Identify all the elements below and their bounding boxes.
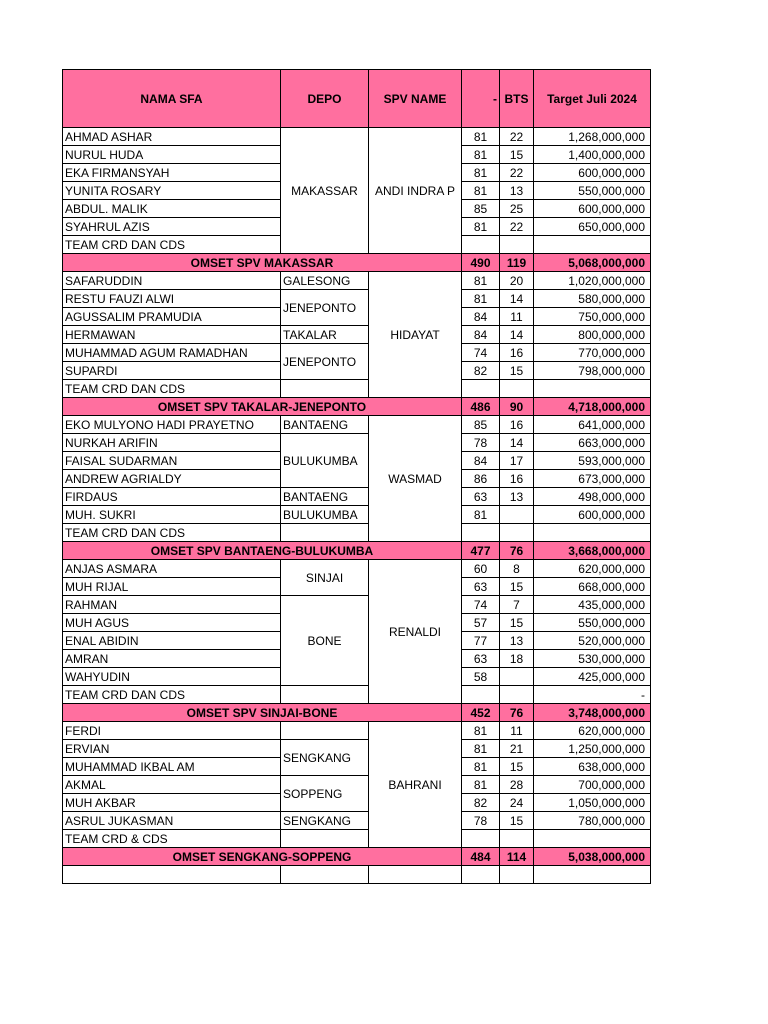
cell-bts[interactable]: 21: [500, 740, 534, 758]
cell-total-value[interactable]: 484: [462, 848, 500, 866]
cell-value[interactable]: [462, 524, 500, 542]
header-bts[interactable]: BTS: [500, 70, 534, 128]
cell-target[interactable]: 620,000,000: [534, 560, 651, 578]
cell-bts[interactable]: 14: [500, 290, 534, 308]
cell-bts[interactable]: 15: [500, 614, 534, 632]
cell-nama-sfa[interactable]: ENAL ABIDIN: [63, 632, 281, 650]
cell-depo[interactable]: BULUKUMBA: [281, 434, 369, 488]
cell-nama-sfa[interactable]: NURUL HUDA: [63, 146, 281, 164]
cell-bts[interactable]: [500, 236, 534, 254]
header-dash[interactable]: -: [462, 70, 500, 128]
cell-value[interactable]: 81: [462, 146, 500, 164]
cell-bts[interactable]: 24: [500, 794, 534, 812]
cell-value[interactable]: 81: [462, 506, 500, 524]
cell-value[interactable]: 74: [462, 344, 500, 362]
header-target[interactable]: Target Juli 2024: [534, 70, 651, 128]
cell-total-label[interactable]: OMSET SPV TAKALAR-JENEPONTO: [63, 398, 462, 416]
cell-bts[interactable]: 7: [500, 596, 534, 614]
cell-nama-sfa[interactable]: MUHAMMAD AGUM RAMADHAN: [63, 344, 281, 362]
cell-nama-sfa[interactable]: TEAM CRD DAN CDS: [63, 524, 281, 542]
cell-value[interactable]: 77: [462, 632, 500, 650]
table-row: [63, 488, 651, 506]
cell-spv-name[interactable]: BAHRANI: [369, 722, 462, 848]
cell-target[interactable]: 650,000,000: [534, 218, 651, 236]
cell-total-label[interactable]: OMSET SPV MAKASSAR: [63, 254, 462, 272]
cell-bts[interactable]: 17: [500, 452, 534, 470]
cell-spv-name[interactable]: RENALDI: [369, 560, 462, 704]
cell-bts[interactable]: 22: [500, 218, 534, 236]
cell-target[interactable]: 600,000,000: [534, 164, 651, 182]
cell-value[interactable]: [462, 380, 500, 398]
cell-depo[interactable]: BANTAENG: [281, 488, 369, 506]
cell-nama-sfa[interactable]: ABDUL. MALIK: [63, 200, 281, 218]
cell-target[interactable]: [534, 830, 651, 848]
cell-target[interactable]: 798,000,000: [534, 362, 651, 380]
cell-target[interactable]: 750,000,000: [534, 308, 651, 326]
cell-target[interactable]: -: [534, 686, 651, 704]
cell-target[interactable]: [534, 380, 651, 398]
cell-value[interactable]: 81: [462, 776, 500, 794]
cell-nama-sfa[interactable]: EKO MULYONO HADI PRAYETNO: [63, 416, 281, 434]
cell-nama-sfa[interactable]: FIRDAUS: [63, 488, 281, 506]
cell-target[interactable]: 435,000,000: [534, 596, 651, 614]
cell-depo[interactable]: [281, 380, 369, 398]
cell-target[interactable]: 700,000,000: [534, 776, 651, 794]
empty-cell[interactable]: [63, 866, 281, 884]
cell-nama-sfa[interactable]: MUH RIJAL: [63, 578, 281, 596]
cell-total-bts[interactable]: 76: [500, 704, 534, 722]
cell-bts[interactable]: 28: [500, 776, 534, 794]
total-row: [63, 254, 651, 272]
cell-target[interactable]: 1,250,000,000: [534, 740, 651, 758]
cell-nama-sfa[interactable]: AGUSSALIM PRAMUDIA: [63, 308, 281, 326]
cell-nama-sfa[interactable]: EKA FIRMANSYAH: [63, 164, 281, 182]
cell-value[interactable]: 81: [462, 218, 500, 236]
cell-nama-sfa[interactable]: ANJAS ASMARA: [63, 560, 281, 578]
cell-target[interactable]: 770,000,000: [534, 344, 651, 362]
cell-value[interactable]: 84: [462, 452, 500, 470]
cell-bts[interactable]: 14: [500, 434, 534, 452]
cell-total-target[interactable]: 5,068,000,000: [534, 254, 651, 272]
table-row: [63, 524, 651, 542]
cell-total-label[interactable]: OMSET SENGKANG-SOPPENG: [63, 848, 462, 866]
cell-value[interactable]: 63: [462, 488, 500, 506]
table-row: [63, 776, 651, 794]
cell-value[interactable]: [462, 236, 500, 254]
header-spv-name[interactable]: SPV NAME: [369, 70, 462, 128]
cell-value[interactable]: 81: [462, 272, 500, 290]
cell-target[interactable]: 620,000,000: [534, 722, 651, 740]
cell-bts[interactable]: 20: [500, 272, 534, 290]
cell-nama-sfa[interactable]: AKMAL: [63, 776, 281, 794]
cell-target[interactable]: 1,020,000,000: [534, 272, 651, 290]
table-row: [63, 128, 651, 146]
cell-value[interactable]: [462, 686, 500, 704]
table-row: [63, 560, 651, 578]
cell-nama-sfa[interactable]: SYAHRUL AZIS: [63, 218, 281, 236]
cell-bts[interactable]: [500, 830, 534, 848]
cell-nama-sfa[interactable]: MUHAMMAD IKBAL AM: [63, 758, 281, 776]
cell-nama-sfa[interactable]: FAISAL SUDARMAN: [63, 452, 281, 470]
cell-nama-sfa[interactable]: RAHMAN: [63, 596, 281, 614]
cell-bts[interactable]: 22: [500, 164, 534, 182]
cell-total-value[interactable]: 452: [462, 704, 500, 722]
cell-target[interactable]: 580,000,000: [534, 290, 651, 308]
cell-nama-sfa[interactable]: SUPARDI: [63, 362, 281, 380]
cell-value[interactable]: 58: [462, 668, 500, 686]
cell-target[interactable]: 550,000,000: [534, 182, 651, 200]
table-row: [63, 596, 651, 614]
cell-bts[interactable]: 16: [500, 344, 534, 362]
cell-bts[interactable]: [500, 506, 534, 524]
cell-target[interactable]: 641,000,000: [534, 416, 651, 434]
cell-total-target[interactable]: 5,038,000,000: [534, 848, 651, 866]
table-row: [63, 830, 651, 848]
table-row: [63, 326, 651, 344]
cell-target[interactable]: [534, 236, 651, 254]
cell-nama-sfa[interactable]: TEAM CRD & CDS: [63, 830, 281, 848]
cell-nama-sfa[interactable]: SAFARUDDIN: [63, 272, 281, 290]
cell-value[interactable]: 74: [462, 596, 500, 614]
cell-value[interactable]: 60: [462, 560, 500, 578]
cell-depo[interactable]: JENEPONTO: [281, 290, 369, 326]
cell-nama-sfa[interactable]: FERDI: [63, 722, 281, 740]
cell-bts[interactable]: 11: [500, 722, 534, 740]
cell-nama-sfa[interactable]: AHMAD ASHAR: [63, 128, 281, 146]
cell-nama-sfa[interactable]: ASRUL JUKASMAN: [63, 812, 281, 830]
cell-value[interactable]: 81: [462, 722, 500, 740]
cell-target[interactable]: 668,000,000: [534, 578, 651, 596]
table-row: [63, 380, 651, 398]
cell-value[interactable]: 81: [462, 128, 500, 146]
cell-total-label[interactable]: OMSET SPV BANTAENG-BULUKUMBA: [63, 542, 462, 560]
cell-depo[interactable]: SENGKANG: [281, 740, 369, 776]
cell-value[interactable]: 85: [462, 416, 500, 434]
cell-bts[interactable]: 13: [500, 182, 534, 200]
cell-depo[interactable]: BULUKUMBA: [281, 506, 369, 524]
cell-value[interactable]: 81: [462, 182, 500, 200]
cell-depo[interactable]: JENEPONTO: [281, 344, 369, 380]
cell-total-bts[interactable]: 114: [500, 848, 534, 866]
cell-value[interactable]: [462, 830, 500, 848]
cell-total-target[interactable]: 3,668,000,000: [534, 542, 651, 560]
cell-value[interactable]: 81: [462, 164, 500, 182]
cell-total-target[interactable]: 4,718,000,000: [534, 398, 651, 416]
cell-total-bts[interactable]: 119: [500, 254, 534, 272]
cell-value[interactable]: 78: [462, 812, 500, 830]
table-row: [63, 506, 651, 524]
total-row: [63, 848, 651, 866]
cell-depo[interactable]: [281, 830, 369, 848]
cell-bts[interactable]: 25: [500, 200, 534, 218]
cell-target[interactable]: 498,000,000: [534, 488, 651, 506]
empty-cell[interactable]: [281, 866, 369, 884]
cell-bts[interactable]: 11: [500, 308, 534, 326]
cell-value[interactable]: 82: [462, 794, 500, 812]
cell-nama-sfa[interactable]: ERVIAN: [63, 740, 281, 758]
empty-cell[interactable]: [462, 866, 500, 884]
cell-value[interactable]: 81: [462, 290, 500, 308]
cell-target[interactable]: 800,000,000: [534, 326, 651, 344]
table-row: [63, 686, 651, 704]
cell-depo[interactable]: GALESONG: [281, 272, 369, 290]
cell-bts[interactable]: 15: [500, 758, 534, 776]
cell-total-value[interactable]: 490: [462, 254, 500, 272]
cell-bts[interactable]: [500, 380, 534, 398]
cell-target[interactable]: 520,000,000: [534, 632, 651, 650]
cell-nama-sfa[interactable]: MUH. SUKRI: [63, 506, 281, 524]
cell-target[interactable]: 638,000,000: [534, 758, 651, 776]
cell-target[interactable]: 1,268,000,000: [534, 128, 651, 146]
cell-bts[interactable]: 15: [500, 812, 534, 830]
table-row: [63, 740, 651, 758]
cell-target[interactable]: 530,000,000: [534, 650, 651, 668]
cell-value[interactable]: 57: [462, 614, 500, 632]
empty-cell[interactable]: [500, 866, 534, 884]
cell-target[interactable]: 663,000,000: [534, 434, 651, 452]
cell-bts[interactable]: 13: [500, 632, 534, 650]
cell-bts[interactable]: 16: [500, 416, 534, 434]
empty-cell[interactable]: [534, 866, 651, 884]
cell-bts[interactable]: 15: [500, 362, 534, 380]
cell-nama-sfa[interactable]: TEAM CRD DAN CDS: [63, 236, 281, 254]
cell-bts[interactable]: 8: [500, 560, 534, 578]
cell-nama-sfa[interactable]: TEAM CRD DAN CDS: [63, 686, 281, 704]
cell-target[interactable]: 600,000,000: [534, 506, 651, 524]
cell-target[interactable]: 673,000,000: [534, 470, 651, 488]
cell-spv-name[interactable]: ANDI INDRA P: [369, 128, 462, 254]
total-row: [63, 704, 651, 722]
cell-total-bts[interactable]: 90: [500, 398, 534, 416]
table-row: [63, 272, 651, 290]
cell-depo[interactable]: MAKASSAR: [281, 128, 369, 254]
cell-value[interactable]: 63: [462, 578, 500, 596]
empty-cell[interactable]: [369, 866, 462, 884]
table-row: [63, 434, 651, 452]
cell-target[interactable]: 600,000,000: [534, 200, 651, 218]
cell-value[interactable]: 78: [462, 434, 500, 452]
cell-target[interactable]: 425,000,000: [534, 668, 651, 686]
cell-spv-name[interactable]: WASMAD: [369, 416, 462, 542]
header-depo[interactable]: DEPO: [281, 70, 369, 128]
cell-spv-name[interactable]: HIDAYAT: [369, 272, 462, 398]
cell-value[interactable]: 81: [462, 758, 500, 776]
cell-nama-sfa[interactable]: TEAM CRD DAN CDS: [63, 380, 281, 398]
cell-value[interactable]: 63: [462, 650, 500, 668]
cell-bts[interactable]: 15: [500, 146, 534, 164]
header-nama-sfa[interactable]: NAMA SFA: [63, 70, 281, 128]
cell-depo[interactable]: [281, 722, 369, 740]
cell-depo[interactable]: SINJAI: [281, 560, 369, 596]
cell-nama-sfa[interactable]: ANDREW AGRIALDY: [63, 470, 281, 488]
cell-target[interactable]: 1,050,000,000: [534, 794, 651, 812]
cell-nama-sfa[interactable]: NURKAH ARIFIN: [63, 434, 281, 452]
cell-depo[interactable]: SOPPENG: [281, 776, 369, 812]
table-row: [63, 722, 651, 740]
cell-target[interactable]: [534, 524, 651, 542]
cell-nama-sfa[interactable]: AMRAN: [63, 650, 281, 668]
cell-total-label[interactable]: OMSET SPV SINJAI-BONE: [63, 704, 462, 722]
cell-nama-sfa[interactable]: MUH AGUS: [63, 614, 281, 632]
target-sheet-table: [62, 69, 651, 884]
cell-total-bts[interactable]: 76: [500, 542, 534, 560]
cell-value[interactable]: 81: [462, 740, 500, 758]
cell-target[interactable]: 593,000,000: [534, 452, 651, 470]
cell-value[interactable]: 84: [462, 326, 500, 344]
table-row: [63, 812, 651, 830]
cell-value[interactable]: 82: [462, 362, 500, 380]
cell-bts[interactable]: [500, 668, 534, 686]
cell-bts[interactable]: 22: [500, 128, 534, 146]
cell-bts[interactable]: [500, 686, 534, 704]
cell-depo[interactable]: TAKALAR: [281, 326, 369, 344]
total-row: [63, 398, 651, 416]
cell-depo[interactable]: [281, 686, 369, 704]
cell-nama-sfa[interactable]: MUH AKBAR: [63, 794, 281, 812]
cell-bts[interactable]: 14: [500, 326, 534, 344]
table-row: [63, 416, 651, 434]
table-row: [63, 290, 651, 308]
cell-bts[interactable]: 13: [500, 488, 534, 506]
table-body: [63, 128, 651, 884]
cell-value[interactable]: 86: [462, 470, 500, 488]
cell-depo[interactable]: BANTAENG: [281, 416, 369, 434]
cell-total-value[interactable]: 477: [462, 542, 500, 560]
cell-value[interactable]: 84: [462, 308, 500, 326]
empty-row: [63, 866, 651, 884]
cell-depo[interactable]: SENGKANG: [281, 812, 369, 830]
cell-nama-sfa[interactable]: YUNITA ROSARY: [63, 182, 281, 200]
cell-total-target[interactable]: 3,748,000,000: [534, 704, 651, 722]
cell-depo[interactable]: BONE: [281, 596, 369, 686]
cell-nama-sfa[interactable]: HERMAWAN: [63, 326, 281, 344]
header-row: [63, 70, 651, 128]
total-row: [63, 542, 651, 560]
cell-total-value[interactable]: 486: [462, 398, 500, 416]
cell-depo[interactable]: [281, 524, 369, 542]
cell-bts[interactable]: 16: [500, 470, 534, 488]
cell-nama-sfa[interactable]: WAHYUDIN: [63, 668, 281, 686]
cell-target[interactable]: 550,000,000: [534, 614, 651, 632]
table-row: [63, 344, 651, 362]
cell-bts[interactable]: 15: [500, 578, 534, 596]
cell-target[interactable]: 1,400,000,000: [534, 146, 651, 164]
cell-target[interactable]: 780,000,000: [534, 812, 651, 830]
cell-bts[interactable]: [500, 524, 534, 542]
cell-bts[interactable]: 18: [500, 650, 534, 668]
cell-value[interactable]: 85: [462, 200, 500, 218]
cell-nama-sfa[interactable]: RESTU FAUZI ALWI: [63, 290, 281, 308]
